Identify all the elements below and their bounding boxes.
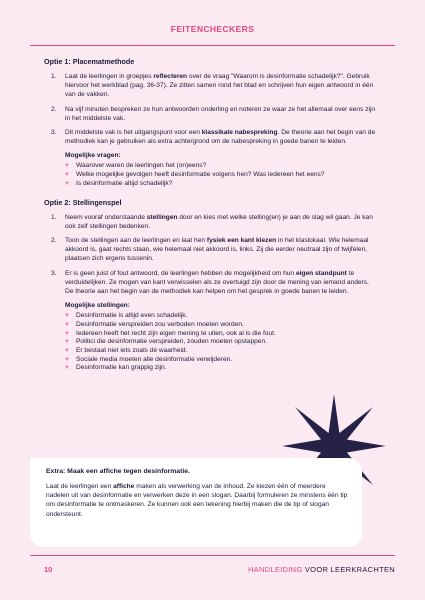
option1-step: 1. Laat de leerlingen in groepjes reflecteren over de vraag "Waarom is desinformatie schadelijk?". Gebruik hiervoor het werkblad (pag. 36-37). Ze zitten samen rond het blad en schrijven hun eigen antwoord in één van de vakken.: [51, 73, 374, 99]
list-item: + Politici die desinformatie verspreiden, zouden moeten opstappen.: [65, 338, 267, 346]
questions-list: [65, 162, 377, 188]
option2-steps: [44, 213, 377, 297]
plus-icon: +: [65, 179, 69, 187]
option2-title: Optie 2: Stellingenspel: [44, 197, 122, 207]
list-item: + Iedereen heeft het recht zijn eigen mening te uiten, ook al is die fout.: [65, 329, 276, 337]
plus-icon: +: [65, 329, 69, 337]
extra-text: Laat de leerlingen een affiche maken als verwerking van de inhoud. Ze kiezen één of meerdere nadelen uit van desinformatie en verwerken deze in een slogan. Daarbij formuleren ze minstens één tip om desinformatie te ontmaskeren. Ze kunnen ook een tekening hierbij maken die de tip of slogan ondersteunt.: [46, 483, 348, 518]
footer-divider: [30, 555, 395, 556]
plus-icon: +: [65, 338, 69, 346]
main-content: [44, 57, 377, 373]
plus-icon: +: [65, 355, 69, 363]
list-item: + Er bestaat niet iets zoals dé waarheid.: [65, 346, 188, 354]
option2-step: 1. Neem vooraf onderstaande stellingen door en kies met welke stelling(en) je aan de slag wil gaan. Je kan ook zelf stellingen bedenken.: [51, 213, 373, 230]
option1-steps: [44, 72, 377, 146]
option1-title: Optie 1: Placematmethode: [44, 57, 135, 66]
list-item: + Desinformatie kan grappig zijn.: [65, 364, 167, 372]
questions-title: Mogelijke vragen:: [65, 152, 121, 160]
plus-icon: +: [65, 320, 69, 328]
option2-step: 2. Toon de stellingen aan de leerlingen en laat hen fysiek een kant kiezen in het klaslokaal. Wie helemaal akkoord is, gaat rechts staan, wie helemaal niet akkoord is, links. Zij die eerder neutraal zijn of twijfelen, plaatsen zich ergens tussenin.: [51, 236, 369, 263]
statements-title: Mogelijke stellingen:: [65, 302, 130, 310]
list-item: + Desinformatie is altijd even schadelijk.: [65, 312, 188, 320]
option1-step: 3. Dit middelste vak is het uitgangspunt voor een klassikale nabespreking. De theorie aan het begin van de methodiek kan je gebruiken als extra achtergrond om de nabespreking in goede banen te leiden.: [51, 129, 376, 146]
plus-icon: +: [65, 364, 69, 372]
option1-step: 2. Na vijf minuten bespreken ze hun antwoorden onderling en noteren ze waar ze het allemaal over eens zijn in het middelste vak.: [51, 105, 376, 122]
footer-brand: HANDLEIDING VOOR LEERKRACHTEN: [247, 565, 395, 574]
list-item: + Is desinformatie altijd schadelijk?: [65, 179, 173, 187]
plus-icon: +: [65, 312, 69, 320]
plus-icon: +: [65, 162, 69, 170]
header-divider: [30, 45, 395, 46]
plus-icon: +: [65, 171, 69, 179]
list-item: + Sociale media moeten alle desinformatie verwijderen.: [65, 355, 233, 363]
list-item: + Welke mogelijke gevolgen heeft desinformatie volgens hen? Was iedereen het eens?: [65, 171, 325, 179]
plus-icon: +: [65, 346, 69, 354]
page-footer: [0, 565, 425, 577]
extra-title: Extra: Maak een affiche tegen desinformatie.: [46, 468, 190, 475]
extra-callout-box: [30, 458, 362, 547]
list-item: + Desinformatie verspreiden zou verboden moeten worden.: [65, 320, 244, 328]
list-item: + Waarover waren de leerlingen het (on)eens?: [65, 162, 207, 170]
page-number: 10: [44, 565, 53, 574]
page-header-title: FEITENCHECKERS: [170, 24, 255, 34]
option2-step: 3. Er is geen juist of fout antwoord, de leerlingen hebben de mogelijkheid om hun eigen standpunt te verduidelijken. Ze mogen van kant verwisselen als ze overtuigd zijn door de mening van iemand anders. De theorie aan het begin van de methodiek kan helpen om het gesprek in goede banen te leiden.: [51, 269, 369, 295]
statements-list: [65, 312, 377, 373]
